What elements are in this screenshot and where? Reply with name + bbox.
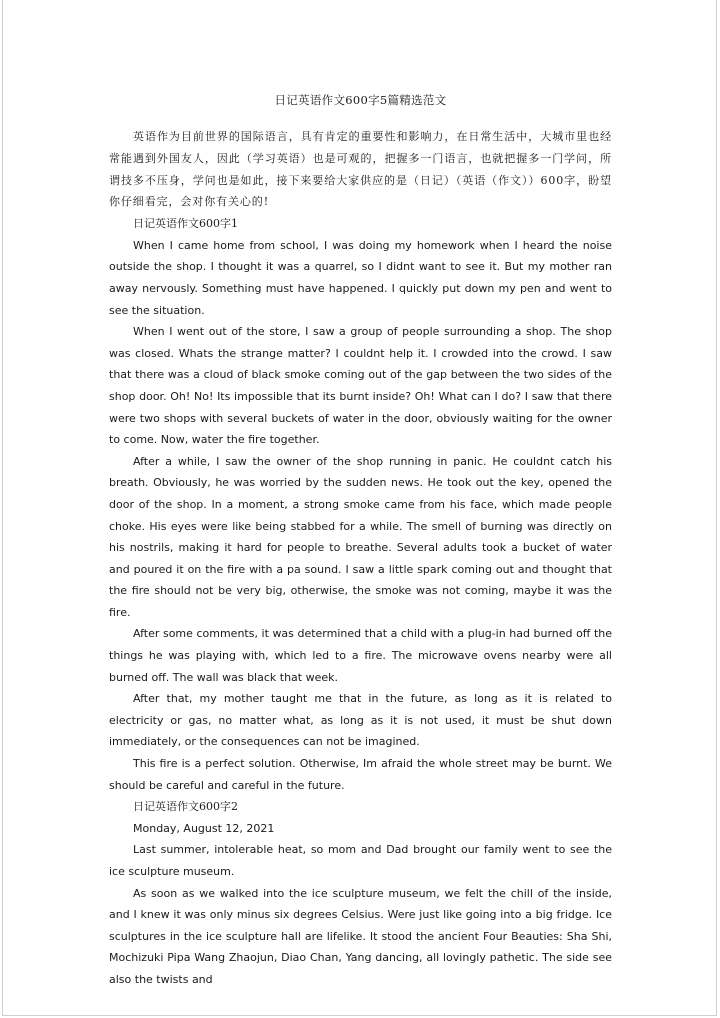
- section-2-date: Monday, August 12, 2021: [133, 821, 275, 835]
- section-1-paragraph: After a while, I saw the owner of the shop running in panic. He couldnt catch his breath. Obviously, he was worried by the sudden news. He took out the key, opened the door of the shop. In a moment, a strong smoke came from his face, which made people choke. His eyes were like being stabbed for a while. The smell of burning was directly on his nostrils, making it hard for people to breathe. Several adults took a bucket of water and poured it on the fire with a pa sound. I saw a little spark coming out and thought that the fire should not be very big, otherwise, the smoke was not coming, maybe it was the fire.: [109, 454, 612, 619]
- section-1-paragraph: When I went out of the store, I saw a group of people surrounding a shop. The shop was closed. Whats the strange matter? I couldnt help it. I crowded into the crowd. I saw that there was a cloud of black smoke coming out of the gap between the two sides of the shop door. Oh! No! Its impossible that its burnt inside? Oh! What can I do? I saw that there were two shops with several buckets of water in the door, obviously waiting for the owner to come. Now, water the fire together.: [109, 325, 612, 447]
- section-2-paragraph: As soon as we walked into the ice sculpture museum, we felt the chill of the inside, and I knew it was only minus six degrees Celsius. Were just like going into a big fridge. Ice sculptures in the ice sculpture hall are lifelike. It stood the ancient Four Beauties: Sha Shi, Mochizuki Pipa Wang Zhaojun, Diao Chan, Yang dancing, all lovingly pathetic. The side see also the twists and: [109, 886, 612, 986]
- section-1-heading: 日记英语作文600字1: [133, 217, 238, 231]
- section-2-paragraph: Last summer, intolerable heat, so mom and Dad brought our family went to see the ice sculpture museum.: [109, 843, 612, 878]
- intro-paragraph: 英语作为目前世界的国际语言，具有肯定的重要性和影响力，在日常生活中，大城市里也经常能遇到外国友人，因此（学习英语）也是可观的，把握多一门语言，也就把握多一门学问，所谓技多不压身，学问也是如此，接下来要给大家供应的是（日记）（英语（作文））600字，盼望你仔细看完，会对你有关心的!: [109, 130, 612, 209]
- document-title: 日记英语作文600字5篇精选范文: [274, 93, 447, 107]
- section-1-paragraph: After that, my mother taught me that in the future, as long as it is related to electricity or gas, no matter what, as long as it is not used, it must be shut down immediately, or the consequences can not be imagined.: [109, 692, 612, 749]
- section-2-heading: 日记英语作文600字2: [133, 800, 238, 814]
- section-1-paragraph: This fire is a perfect solution. Otherwise, Im afraid the whole street may be burnt. We should be careful and careful in the future.: [109, 757, 612, 792]
- section-1-paragraph: After some comments, it was determined that a child with a plug-in had burned off the things he was playing with, which led to a fire. The microwave ovens nearby were all burned off. The wall was black that week.: [109, 627, 612, 684]
- document-body: [109, 90, 612, 991]
- section-1-paragraph: When I came home from school, I was doing my homework when I heard the noise outside the shop. I thought it was a quarrel, so I didnt want to see it. But my mother ran away nervously. Something must have happened. I quickly put down my pen and went to see the situation.: [109, 238, 612, 317]
